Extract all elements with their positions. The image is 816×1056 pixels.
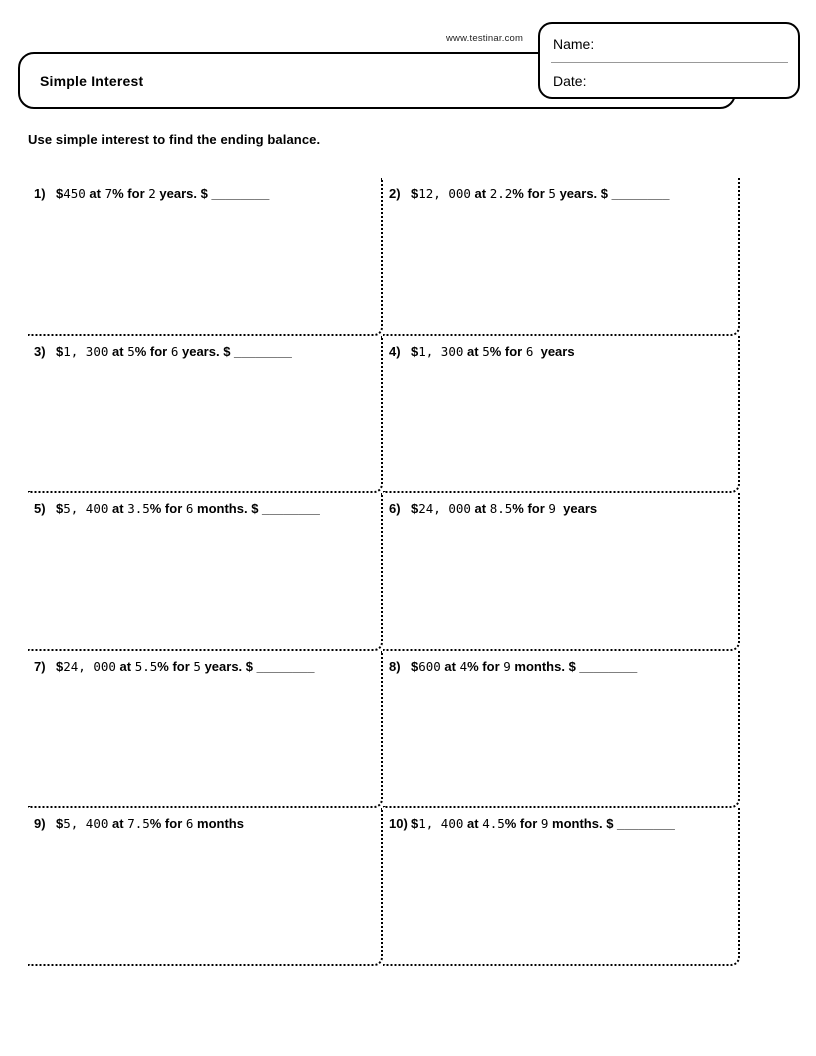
problem-number: 3)	[34, 343, 46, 359]
word-percent-for: % for	[149, 501, 186, 517]
problem-number: 6)	[389, 501, 401, 517]
problem-8	[383, 651, 740, 809]
period-value: 6	[185, 816, 194, 832]
answer-blank: ________	[579, 658, 638, 674]
name-label: Name:	[553, 36, 595, 52]
problem-tail: years	[533, 343, 575, 359]
dollar-sign: $	[56, 658, 64, 674]
answer-blank: ________	[211, 186, 270, 201]
name-date-box	[538, 22, 800, 99]
rate-value: 8.5	[489, 501, 513, 517]
word-percent-for: % for	[504, 816, 541, 832]
word-at: at	[440, 658, 460, 674]
problem-tail: months. $	[193, 501, 263, 517]
name-fill-line	[551, 62, 788, 63]
principal-value: 1, 400	[418, 816, 464, 832]
period-value: 5	[548, 186, 556, 201]
problem-text	[56, 186, 269, 202]
dollar-sign: $	[411, 186, 419, 201]
word-percent-for: % for	[512, 501, 549, 517]
problem-9	[28, 808, 383, 966]
rate-value: 4	[459, 658, 468, 674]
period-value: 9	[540, 816, 549, 832]
rate-value: 5	[482, 343, 490, 359]
period-value: 6	[170, 343, 179, 359]
principal-value: 24, 000	[418, 501, 471, 517]
problem-tail: months. $	[548, 816, 618, 832]
page-title: Simple Interest	[40, 72, 144, 89]
instruction-text: Use simple interest to find the ending balance.	[28, 132, 321, 147]
problem-number: 8)	[389, 658, 401, 674]
problem-number: 9)	[34, 816, 46, 832]
problem-tail: years. $	[555, 186, 612, 201]
problem-number: 7)	[34, 658, 46, 674]
dollar-sign: $	[411, 658, 419, 674]
word-percent-for: % for	[149, 816, 186, 832]
dollar-sign: $	[411, 343, 419, 359]
principal-value: 5, 400	[63, 501, 109, 517]
answer-blank: ________	[234, 343, 292, 359]
problem-tail: years. $	[200, 658, 257, 674]
problem-7	[28, 651, 383, 809]
word-at: at	[85, 186, 105, 201]
principal-value: 24, 000	[63, 658, 116, 674]
problem-tail: years. $	[178, 343, 235, 359]
rate-value: 7.5	[127, 816, 150, 832]
principal-value: 450	[63, 186, 86, 201]
problem-tail: months	[193, 816, 244, 832]
answer-blank: ________	[262, 501, 320, 517]
date-label: Date:	[553, 73, 587, 89]
principal-value: 1, 300	[63, 343, 109, 359]
principal-value: 1, 300	[418, 343, 464, 359]
word-at: at	[463, 816, 483, 832]
word-percent-for: % for	[512, 186, 549, 201]
problem-text	[411, 659, 637, 675]
problem-tail: years. $	[155, 186, 212, 201]
period-value: 6	[525, 343, 534, 359]
principal-value: 5, 400	[63, 816, 109, 832]
problem-text	[56, 816, 244, 832]
rate-value: 5.5	[134, 658, 158, 674]
problem-text	[411, 344, 575, 360]
problem-number: 10)	[389, 816, 408, 832]
problem-6	[383, 493, 740, 651]
rate-value: 4.5	[482, 816, 505, 832]
problem-10	[383, 808, 740, 966]
period-value: 5	[193, 658, 201, 674]
word-percent-for: % for	[467, 658, 504, 674]
principal-value: 600	[418, 658, 441, 674]
rate-value: 7	[104, 186, 113, 201]
rate-value: 2.2	[489, 186, 513, 201]
site-url: www.testinar.com	[446, 33, 524, 44]
word-percent-for: % for	[489, 343, 526, 359]
rate-value: 5	[127, 343, 135, 359]
principal-value: 12, 000	[418, 186, 471, 201]
dollar-sign: $	[411, 816, 419, 832]
problem-2	[383, 178, 740, 336]
dollar-sign: $	[56, 501, 64, 517]
problem-text	[56, 659, 314, 675]
word-at: at	[470, 186, 490, 201]
dollar-sign: $	[56, 816, 64, 832]
period-value: 9	[548, 501, 556, 517]
problem-tail: years	[555, 501, 598, 517]
problem-text	[411, 186, 669, 202]
dollar-sign: $	[56, 343, 64, 359]
word-at: at	[470, 501, 490, 517]
rate-value: 3.5	[127, 501, 150, 517]
dollar-sign: $	[411, 501, 419, 517]
word-at: at	[108, 343, 128, 359]
problem-text	[56, 501, 320, 517]
problem-4	[383, 336, 740, 494]
period-value: 6	[185, 501, 194, 517]
problems-grid	[28, 178, 740, 966]
problem-number: 4)	[389, 343, 401, 359]
word-at: at	[108, 501, 128, 517]
word-at: at	[108, 816, 128, 832]
problem-1	[28, 178, 383, 336]
problem-number: 1)	[34, 186, 46, 201]
problem-number: 5)	[34, 501, 46, 517]
problem-5	[28, 493, 383, 651]
period-value: 2	[148, 186, 156, 201]
problem-text	[56, 344, 292, 360]
word-at: at	[463, 343, 483, 359]
answer-blank: ________	[617, 816, 675, 832]
word-percent-for: % for	[134, 343, 171, 359]
answer-blank: ________	[256, 658, 315, 674]
period-value: 9	[503, 658, 511, 674]
dollar-sign: $	[56, 186, 64, 201]
problem-3	[28, 336, 383, 494]
word-percent-for: % for	[112, 186, 149, 201]
problem-number: 2)	[389, 186, 401, 201]
problem-tail: months. $	[510, 658, 580, 674]
answer-blank: ________	[611, 186, 670, 201]
word-at: at	[115, 658, 135, 674]
problem-text	[411, 501, 597, 517]
word-percent-for: % for	[157, 658, 194, 674]
problem-text	[411, 816, 675, 832]
